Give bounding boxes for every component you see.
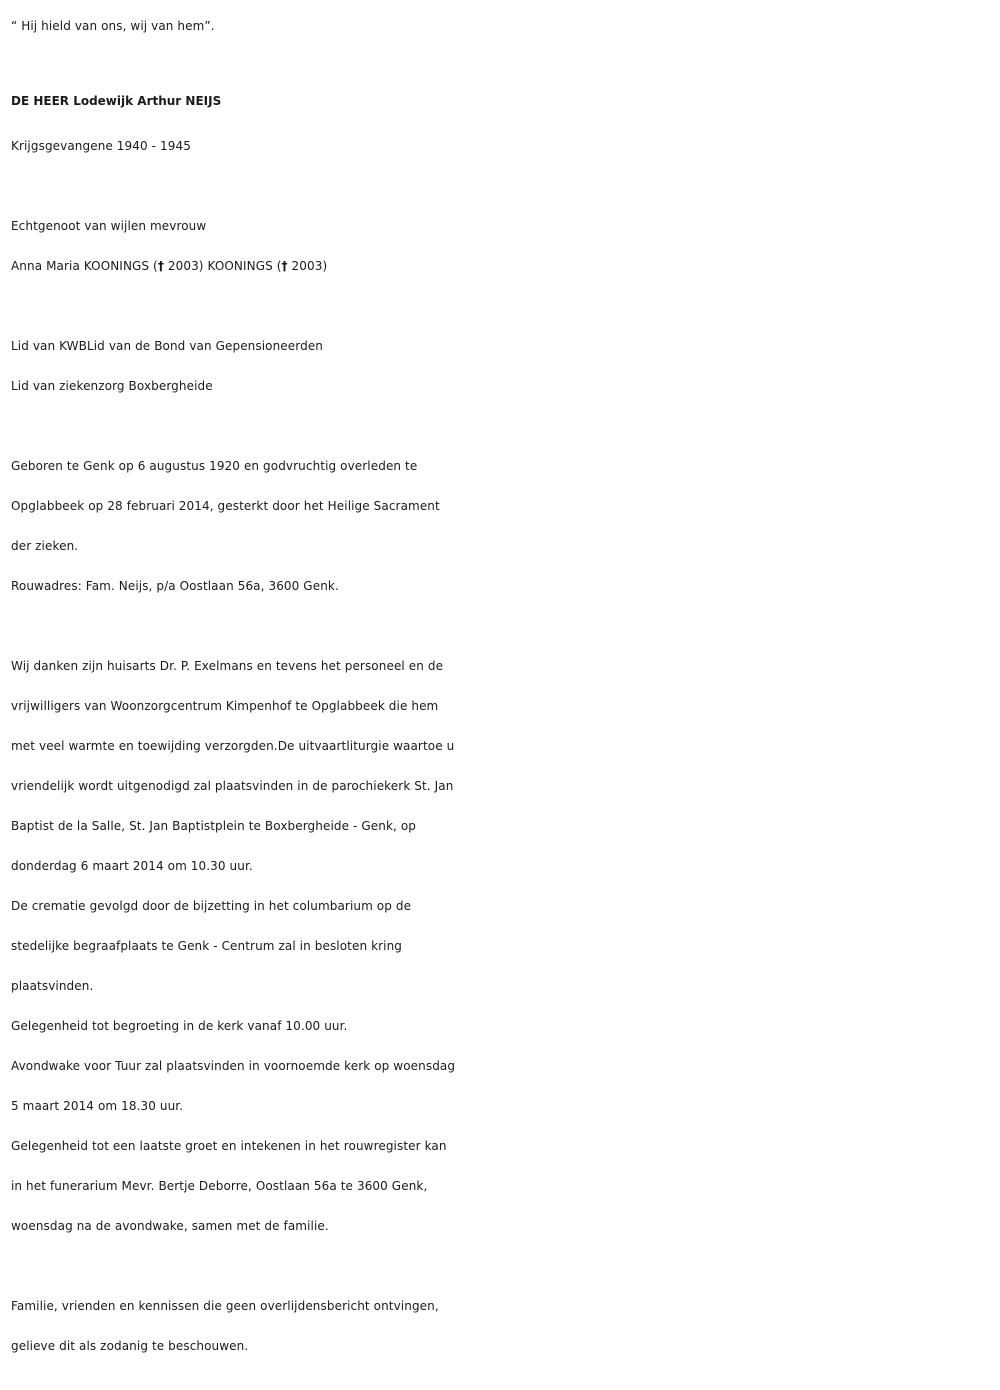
spacer xyxy=(11,286,996,326)
subtitle: Krijgsgevangene 1940 - 1945 xyxy=(11,139,191,153)
birth-death-line: der zieken. xyxy=(11,539,79,553)
thanks-line: Gelegenheid tot begroeting in de kerk vanaf 10.00 uur. xyxy=(11,1019,348,1033)
opening-quote: “ Hij hield van ons, wij van hem”. xyxy=(11,19,215,33)
thanks-line: plaatsvinden. xyxy=(11,979,94,993)
thanks-line: Baptist de la Salle, St. Jan Baptistplein te Boxbergheide - Genk, op xyxy=(11,819,416,833)
thanks-line: stedelijke begraafplaats te Genk - Centrum zal in besloten kring xyxy=(11,939,403,953)
thanks-line: donderdag 6 maart 2014 om 10.30 uur. xyxy=(11,859,253,873)
spouse-intro: Echtgenoot van wijlen mevrouw xyxy=(11,219,207,233)
thanks-line: vrijwilligers van Woonzorgcentrum Kimpenhof te Opglabbeek die hem xyxy=(11,699,439,713)
thanks-line: vriendelijk wordt uitgenodigd zal plaatsvinden in de parochiekerk St. Jan xyxy=(11,779,454,793)
spacer xyxy=(11,606,996,646)
thanks-line: De crematie gevolgd door de bijzetting in het columbarium op de xyxy=(11,899,412,913)
membership-line: Lid van KWBLid van de Bond van Gepensioneerden xyxy=(11,339,324,353)
thanks-line: Gelegenheid tot een laatste groet en intekenen in het rouwregister kan xyxy=(11,1139,447,1153)
mourning-address: Rouwadres: Fam. Neijs, p/a Oostlaan 56a, 3600 Genk. xyxy=(11,579,339,593)
spouse-name xyxy=(11,246,996,286)
birth-death-line: Opglabbeek op 28 februari 2014, gesterkt door het Heilige Sacrament xyxy=(11,499,440,513)
spacer xyxy=(11,166,996,206)
thanks-line: Wij danken zijn huisarts Dr. P. Exelmans en tevens het personeel en de xyxy=(11,659,444,673)
deceased-name: DE HEER Lodewijk Arthur NEIJS xyxy=(11,94,222,108)
cross-icon: † xyxy=(157,259,164,273)
birth-death-line: Geboren te Genk op 6 augustus 1920 en godvruchtig overleden te xyxy=(11,459,418,473)
thanks-line: 5 maart 2014 om 18.30 uur. xyxy=(11,1099,184,1113)
cross-icon: † xyxy=(281,259,288,273)
thanks-line: Avondwake voor Tuur zal plaatsvinden in voornoemde kerk op woensdag xyxy=(11,1059,456,1073)
obituary-notice xyxy=(11,6,996,1366)
closing-line: Familie, vrienden en kennissen die geen overlijdensbericht ontvingen, xyxy=(11,1299,439,1313)
spacer xyxy=(11,1246,996,1286)
closing-line: gelieve dit als zodanig te beschouwen. xyxy=(11,1339,249,1353)
thanks-line: in het funerarium Mevr. Bertje Deborre, Oostlaan 56a te 3600 Genk, xyxy=(11,1179,428,1193)
spouse-name-text: Anna Maria KOONINGS ( xyxy=(11,259,158,273)
spacer xyxy=(11,406,996,446)
thanks-line: met veel warmte en toewijding verzorgden.De uitvaartliturgie waartoe u xyxy=(11,739,455,753)
membership-line: Lid van ziekenzorg Boxbergheide xyxy=(11,379,213,393)
thanks-line: woensdag na de avondwake, samen met de familie. xyxy=(11,1219,329,1233)
spouse-name-text: 2003) KOONINGS ( xyxy=(163,259,282,273)
spouse-name-text: 2003) xyxy=(287,259,328,273)
